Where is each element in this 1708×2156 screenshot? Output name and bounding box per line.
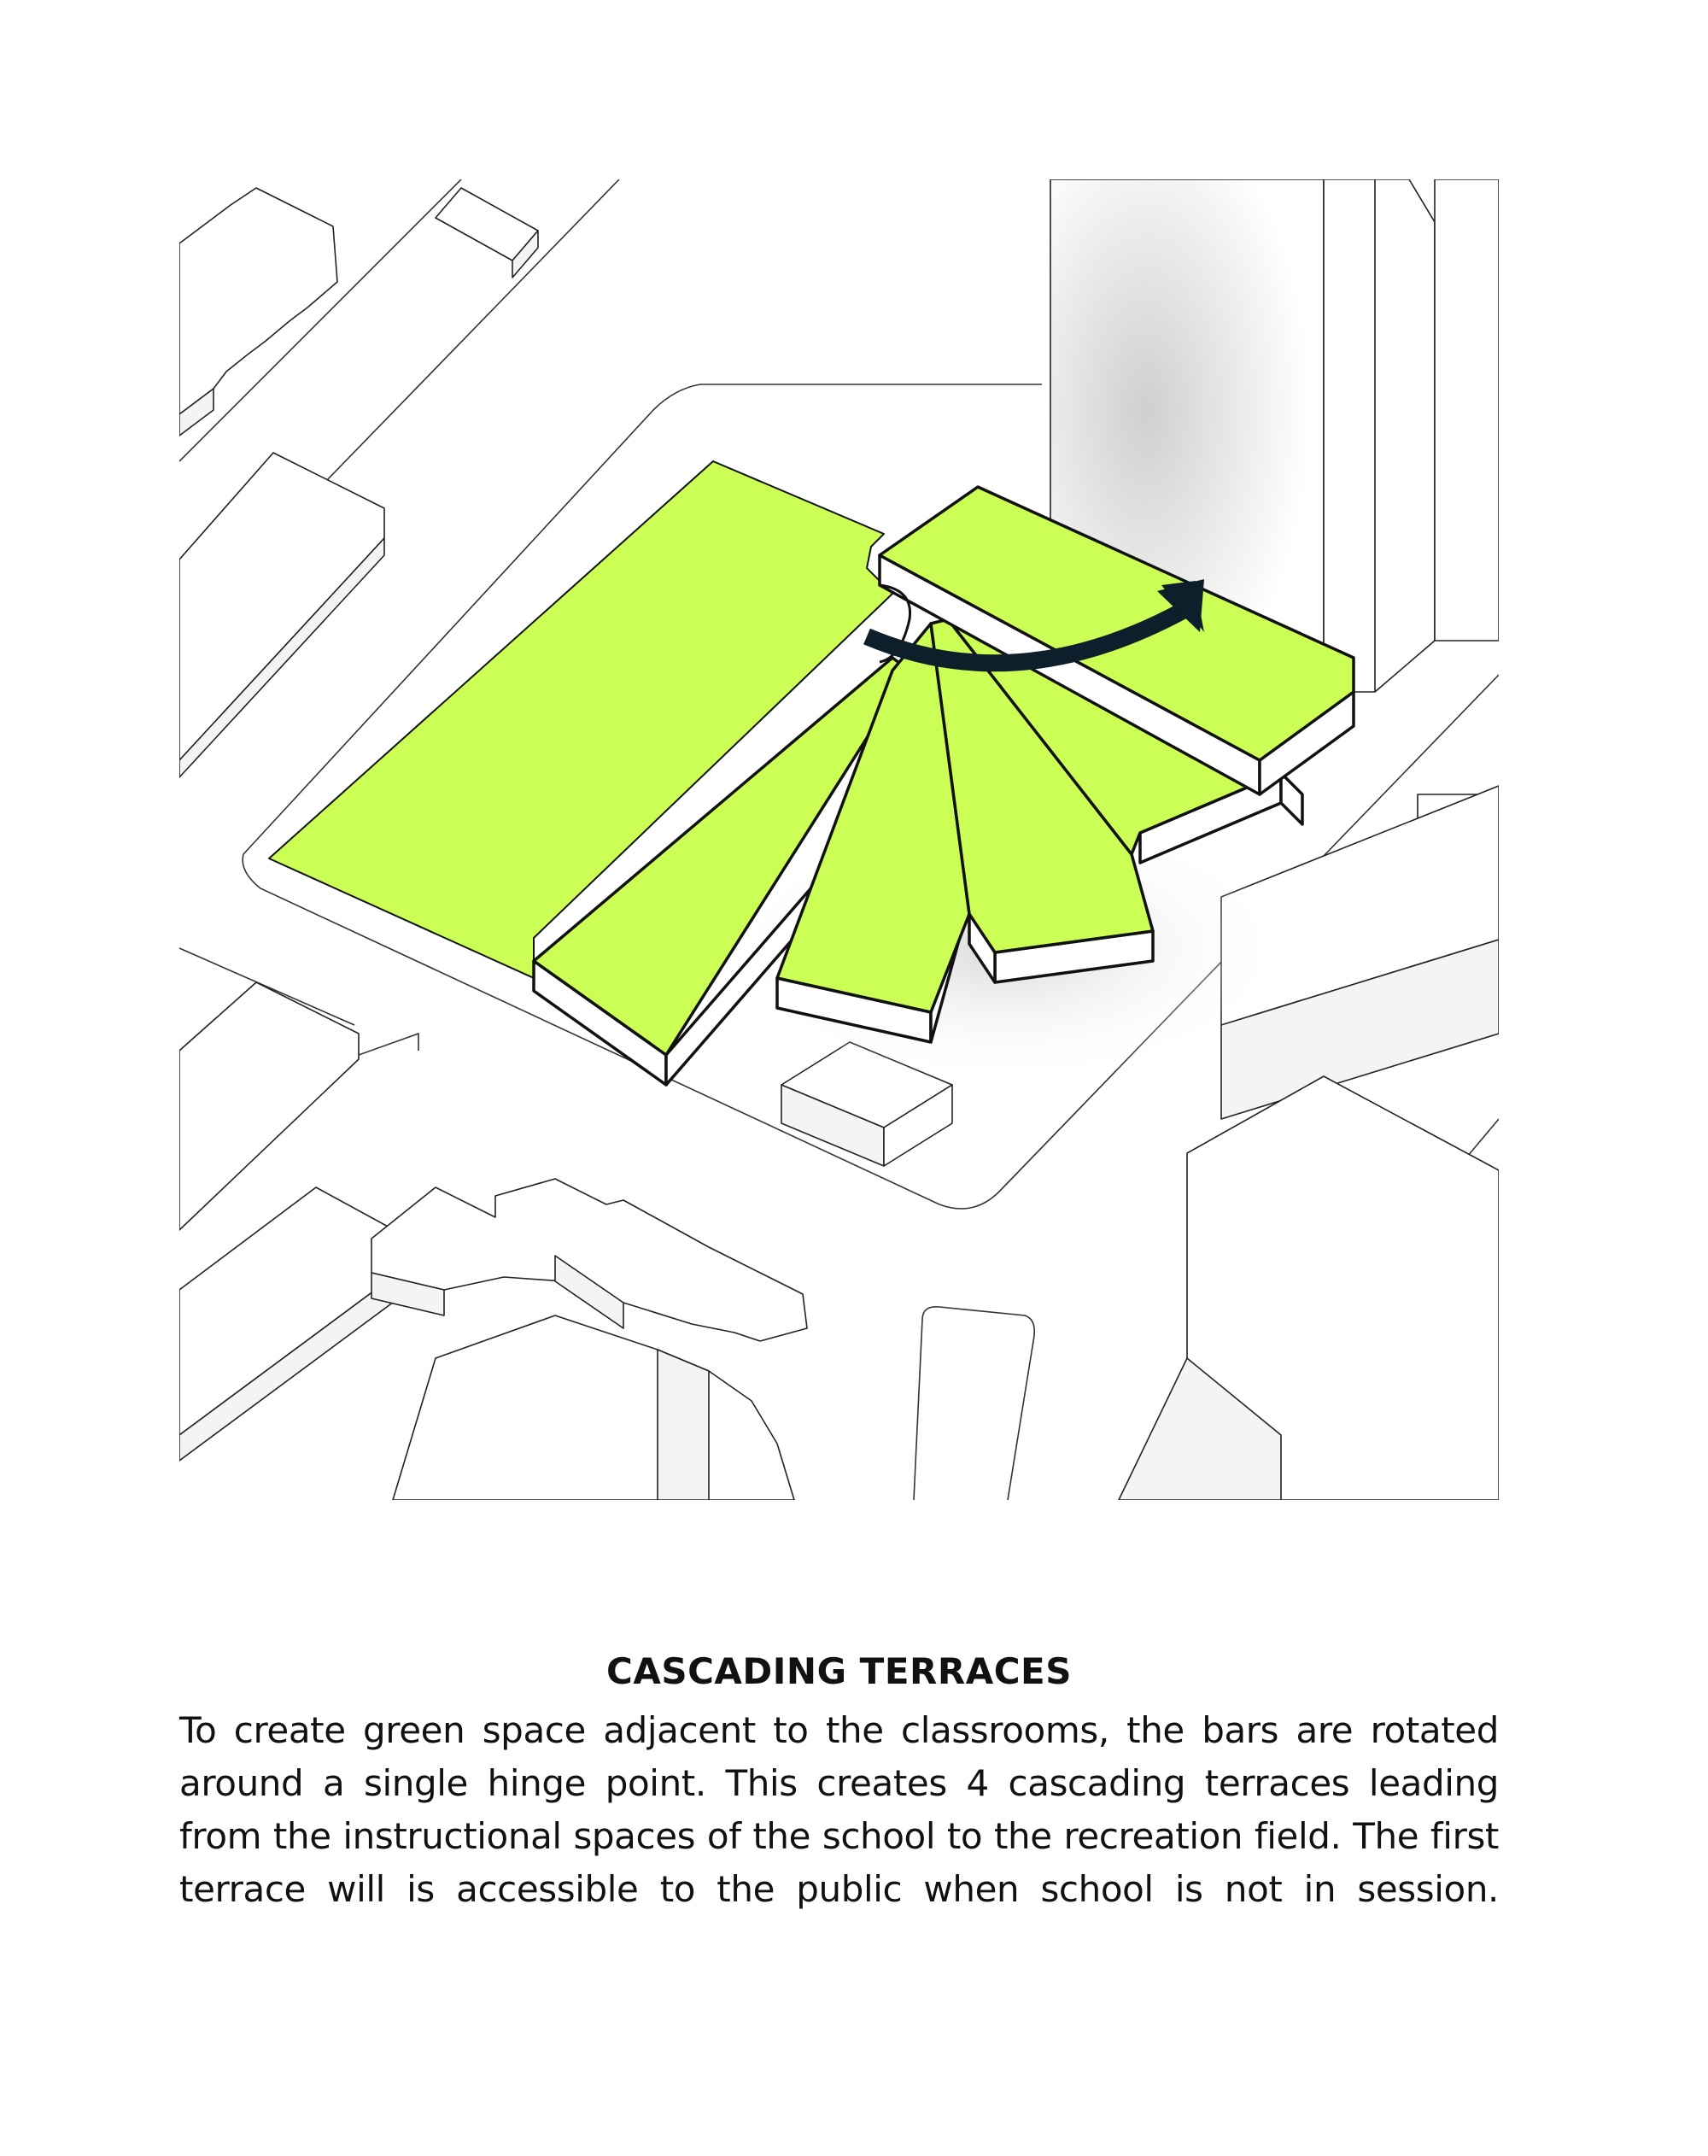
caption-block xyxy=(179,1650,1499,1916)
caption-title: CASCADING TERRACES xyxy=(606,1650,1072,1692)
axonometric-site-diagram xyxy=(179,179,1499,1500)
caption-body: To create green space adjacent to the classrooms, the bars are rotated around a single hinge point. This creates 4 cascading terraces leading from the instructional spaces of the school to the recreation field. The first terrace will is accessible to the public when school is not in session. xyxy=(179,1709,1499,1910)
